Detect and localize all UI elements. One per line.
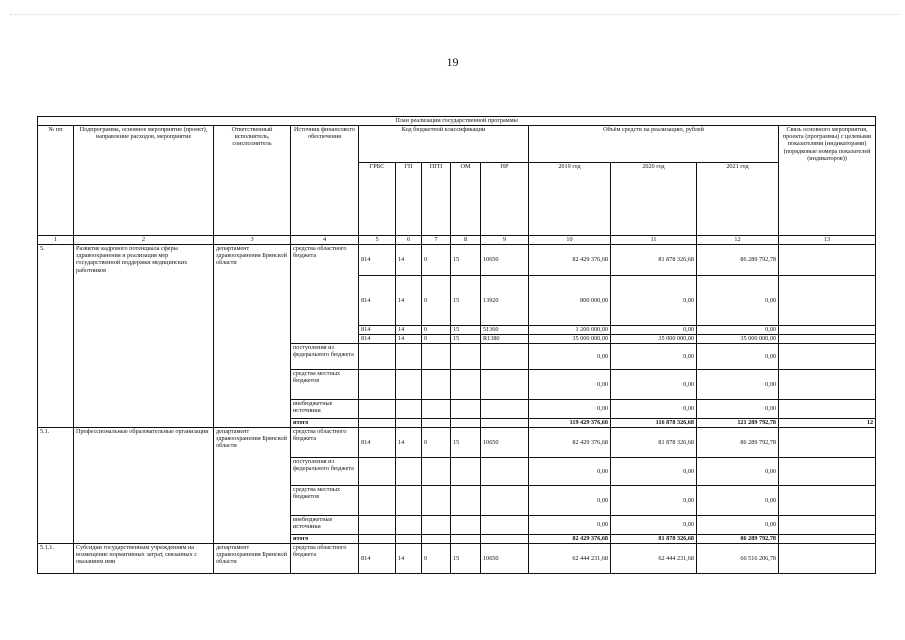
indicator-link <box>779 370 876 400</box>
code-pgp <box>422 344 451 370</box>
page-number: 19 <box>446 55 459 69</box>
row-number: 5.1. <box>38 428 74 544</box>
code-pgp: 0 <box>422 276 451 326</box>
code-gp: 14 <box>396 335 422 344</box>
header-source: Источник финансового обеспечения <box>291 126 359 236</box>
row-source: средства областного бюджета <box>291 245 359 344</box>
code-grbs <box>359 344 396 370</box>
code-om <box>451 344 481 370</box>
indicator-link <box>779 458 876 486</box>
amount-2019: 82 429 376,68 <box>529 245 611 276</box>
amount-2020: 81 878 326,68 <box>611 245 697 276</box>
amount-2019: 82 429 376,68 <box>529 428 611 458</box>
row-name: Субсидии государственным учреждениям на возмещение нормативных затрат, связанных с оказанием ими <box>74 544 214 574</box>
code-pgp: 0 <box>422 544 451 574</box>
amount-2020: 0,00 <box>611 370 697 400</box>
code-om <box>451 516 481 535</box>
header-volume: Объём средств на реализацию, рублей <box>529 126 779 163</box>
code-om <box>451 400 481 419</box>
amount-2021: 86 289 792,78 <box>697 245 779 276</box>
code-om <box>451 486 481 516</box>
code-gp <box>396 344 422 370</box>
code-np <box>481 535 529 544</box>
code-pgp: 0 <box>422 245 451 276</box>
row-executor: департамент здравоохранения Брянской области <box>214 245 291 428</box>
column-number: 7 <box>422 236 451 245</box>
code-om: 15 <box>451 245 481 276</box>
indicator-link <box>779 326 876 335</box>
header-pgp: ПГП <box>422 163 451 236</box>
code-om: 15 <box>451 326 481 335</box>
column-number: 5 <box>359 236 396 245</box>
amount-2021: 86 289 792,78 <box>697 428 779 458</box>
amount-2019: 1 200 000,00 <box>529 326 611 335</box>
amount-2021: 66 516 206,78 <box>697 544 779 574</box>
code-np <box>481 516 529 535</box>
amount-2019: 119 429 376,68 <box>529 419 611 428</box>
header-name: Подпрограмма, основное мероприятие (проект), направление расходов, мероприятие <box>74 126 214 236</box>
code-grbs: 814 <box>359 428 396 458</box>
amount-2020: 81 878 326,68 <box>611 535 697 544</box>
table-row <box>38 245 876 276</box>
indicator-link <box>779 344 876 370</box>
amount-2020: 62 444 231,68 <box>611 544 697 574</box>
amount-2020: 0,00 <box>611 326 697 335</box>
code-om <box>451 370 481 400</box>
header-2021: 2021 год <box>697 163 779 236</box>
amount-2021: 0,00 <box>697 344 779 370</box>
code-grbs <box>359 458 396 486</box>
column-number: 12 <box>697 236 779 245</box>
column-number: 9 <box>481 236 529 245</box>
code-gp <box>396 400 422 419</box>
header-exec: Ответственный исполнитель, соисполнитель <box>214 126 291 236</box>
code-om <box>451 535 481 544</box>
amount-2020: 0,00 <box>611 458 697 486</box>
code-gp <box>396 516 422 535</box>
code-pgp <box>422 419 451 428</box>
code-gp <box>396 486 422 516</box>
amount-2019: 0,00 <box>529 486 611 516</box>
code-grbs <box>359 486 396 516</box>
header-grbs: ГРБС <box>359 163 396 236</box>
amount-2020: 0,00 <box>611 344 697 370</box>
row-executor: департамент здравоохранения Брянской области <box>214 544 291 574</box>
header-2019: 2019 год <box>529 163 611 236</box>
row-source: средства областного бюджета <box>291 544 359 574</box>
amount-2019: 0,00 <box>529 370 611 400</box>
table-row <box>38 544 876 574</box>
amount-2019: 0,00 <box>529 400 611 419</box>
indicator-link: 12 <box>779 419 876 428</box>
amount-2021: 0,00 <box>697 486 779 516</box>
header-om: ОМ <box>451 163 481 236</box>
code-np: 51360 <box>481 326 529 335</box>
row-source: итого <box>291 419 359 428</box>
code-np <box>481 344 529 370</box>
header-num: № пп <box>38 126 74 236</box>
row-number: 5. <box>38 245 74 428</box>
column-number: 1 <box>38 236 74 245</box>
amount-2020: 81 878 326,68 <box>611 428 697 458</box>
amount-2019: 35 000 000,00 <box>529 335 611 344</box>
indicator-link <box>779 535 876 544</box>
code-np <box>481 370 529 400</box>
row-source: итого <box>291 535 359 544</box>
row-source: внебюджетные источники <box>291 516 359 535</box>
code-pgp <box>422 516 451 535</box>
indicator-link <box>779 276 876 326</box>
code-grbs: 814 <box>359 276 396 326</box>
indicator-link <box>779 486 876 516</box>
header-gp: ГП <box>396 163 422 236</box>
column-number: 10 <box>529 236 611 245</box>
code-pgp: 0 <box>422 428 451 458</box>
amount-2021: 0,00 <box>697 458 779 486</box>
column-number: 4 <box>291 236 359 245</box>
code-om: 15 <box>451 544 481 574</box>
indicator-link <box>779 544 876 574</box>
column-number: 13 <box>779 236 876 245</box>
code-gp: 14 <box>396 276 422 326</box>
amount-2021: 0,00 <box>697 400 779 419</box>
code-om: 15 <box>451 335 481 344</box>
code-np: 10650 <box>481 245 529 276</box>
amount-2021: 86 289 792,78 <box>697 535 779 544</box>
code-pgp <box>422 486 451 516</box>
code-om: 15 <box>451 428 481 458</box>
code-gp: 14 <box>396 544 422 574</box>
amount-2020: 116 878 326,68 <box>611 419 697 428</box>
amount-2021: 0,00 <box>697 516 779 535</box>
code-om <box>451 419 481 428</box>
code-gp <box>396 370 422 400</box>
header-link: Связь основного мероприятия, проекта (программы) с целевыми показателями (индикаторами) (порядковые номера показателей (индикаторов)) <box>779 126 876 236</box>
code-gp: 14 <box>396 326 422 335</box>
code-grbs <box>359 419 396 428</box>
amount-2020: 35 000 000,00 <box>611 335 697 344</box>
row-source: поступления из федерального бюджета <box>291 458 359 486</box>
amount-2021: 0,00 <box>697 276 779 326</box>
code-gp: 14 <box>396 428 422 458</box>
code-grbs: 814 <box>359 326 396 335</box>
amount-2019: 800 000,00 <box>529 276 611 326</box>
code-np <box>481 419 529 428</box>
code-pgp <box>422 400 451 419</box>
row-number: 5.1.1. <box>38 544 74 574</box>
column-number: 3 <box>214 236 291 245</box>
code-np: 10650 <box>481 544 529 574</box>
code-np <box>481 486 529 516</box>
scan-artifact-line <box>10 14 900 18</box>
row-source: поступления из федерального бюджета <box>291 344 359 370</box>
header-kbk: Код бюджетной классификации <box>359 126 529 163</box>
header-np: НР <box>481 163 529 236</box>
amount-2021: 0,00 <box>697 370 779 400</box>
column-number: 6 <box>396 236 422 245</box>
code-pgp <box>422 535 451 544</box>
amount-2021: 0,00 <box>697 326 779 335</box>
code-grbs <box>359 516 396 535</box>
amount-2019: 0,00 <box>529 458 611 486</box>
table-row <box>38 428 876 458</box>
amount-2019: 0,00 <box>529 516 611 535</box>
amount-2020: 0,00 <box>611 486 697 516</box>
row-source: средства местных бюджетов <box>291 486 359 516</box>
row-source: средства местных бюджетов <box>291 370 359 400</box>
indicator-link <box>779 428 876 458</box>
amount-2019: 82 429 376,68 <box>529 535 611 544</box>
code-np <box>481 458 529 486</box>
code-np: 10650 <box>481 428 529 458</box>
code-gp: 14 <box>396 245 422 276</box>
plan-table <box>37 116 876 574</box>
code-om <box>451 458 481 486</box>
code-grbs <box>359 535 396 544</box>
column-numbers-row <box>38 236 876 245</box>
code-gp <box>396 535 422 544</box>
column-number: 11 <box>611 236 697 245</box>
code-grbs: 814 <box>359 544 396 574</box>
row-name: Профессиональные образовательные организации <box>74 428 214 544</box>
column-number: 8 <box>451 236 481 245</box>
code-gp <box>396 458 422 486</box>
code-grbs: 814 <box>359 335 396 344</box>
amount-2019: 0,00 <box>529 344 611 370</box>
code-pgp: 0 <box>422 335 451 344</box>
code-pgp <box>422 370 451 400</box>
row-name: Развитие кадрового потенциала сферы здравоохранения и реализация мер государственной поддержки медицинских работников <box>74 245 214 428</box>
code-pgp <box>422 458 451 486</box>
indicator-link <box>779 245 876 276</box>
code-pgp: 0 <box>422 326 451 335</box>
code-gp <box>396 419 422 428</box>
amount-2021: 121 289 792,78 <box>697 419 779 428</box>
code-np <box>481 400 529 419</box>
indicator-link <box>779 516 876 535</box>
indicator-link <box>779 335 876 344</box>
header-2020: 2020 год <box>611 163 697 236</box>
table-title: План реализации государственной программы <box>38 117 876 126</box>
code-grbs: 814 <box>359 245 396 276</box>
row-source: средства областного бюджета <box>291 428 359 458</box>
code-grbs <box>359 400 396 419</box>
amount-2020: 0,00 <box>611 276 697 326</box>
amount-2019: 62 444 231,68 <box>529 544 611 574</box>
row-source: внебюджетные источники <box>291 400 359 419</box>
code-grbs <box>359 370 396 400</box>
amount-2020: 0,00 <box>611 400 697 419</box>
row-executor: департамент здравоохранения Брянской области <box>214 428 291 544</box>
indicator-link <box>779 400 876 419</box>
column-number: 2 <box>74 236 214 245</box>
code-np: R1380 <box>481 335 529 344</box>
amount-2021: 35 000 000,00 <box>697 335 779 344</box>
plan-table-frame <box>37 116 875 574</box>
code-om: 15 <box>451 276 481 326</box>
code-np: 13920 <box>481 276 529 326</box>
amount-2020: 0,00 <box>611 516 697 535</box>
